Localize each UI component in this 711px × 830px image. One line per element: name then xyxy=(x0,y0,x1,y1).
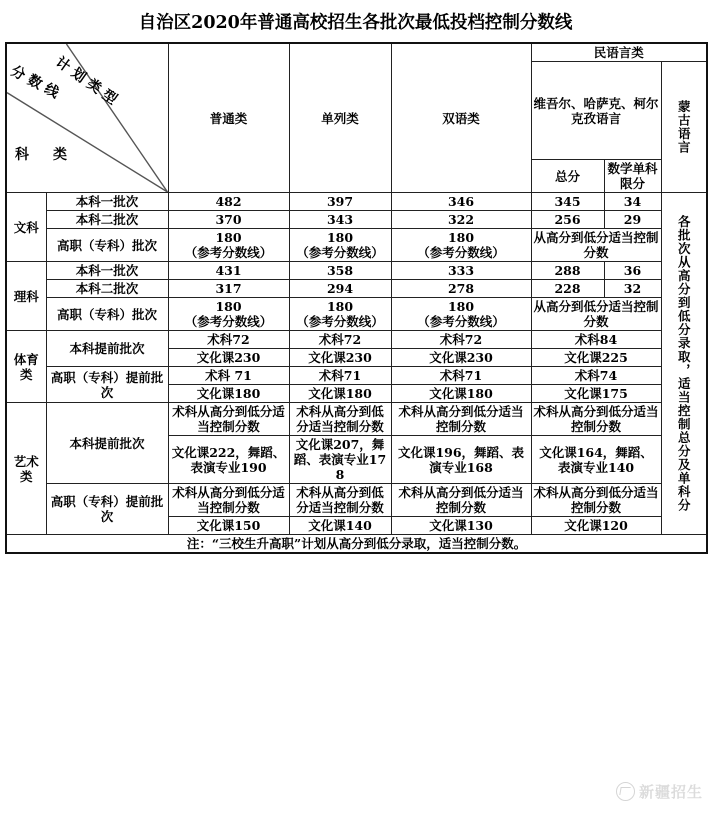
cell-zongfen: 345 xyxy=(531,193,604,211)
cell-danlie: 文化课207，舞蹈、表演专业178 xyxy=(289,436,391,484)
cell-danlie: 180 （参考分数线） xyxy=(289,229,391,262)
cell-shuangyu: 术科从高分到低分适当控制分数 xyxy=(391,403,531,436)
cell-putong: 文化课150 xyxy=(168,517,289,535)
batch-label: 本科提前批次 xyxy=(46,331,168,367)
cell-minyu-merged: 文化课164，舞蹈、表演专业140 xyxy=(531,436,661,484)
table-row xyxy=(6,403,707,436)
header-group-minyuyan: 民语言类 xyxy=(531,43,707,62)
cell-danlie: 358 xyxy=(289,262,391,280)
corner-legend-cell xyxy=(6,43,168,193)
cell-minyu-merged: 文化课175 xyxy=(531,385,661,403)
circle-logo-icon xyxy=(616,782,635,801)
cell-danlie: 文化课180 xyxy=(289,385,391,403)
category-wenke: 文科 xyxy=(6,193,46,262)
cell-shuangyu: 文化课230 xyxy=(391,349,531,367)
cell-shuangyu: 术科72 xyxy=(391,331,531,349)
cell-minyu-merged: 术科从高分到低分适当控制分数 xyxy=(531,484,661,517)
cell-minyu-merged: 术科从高分到低分适当控制分数 xyxy=(531,403,661,436)
footnote-row xyxy=(6,535,707,554)
cell-putong: 482 xyxy=(168,193,289,211)
cell-zongfen: 288 xyxy=(531,262,604,280)
cell-danlie: 180 （参考分数线） xyxy=(289,298,391,331)
header-shuxue-danke: 数学单科限分 xyxy=(604,160,661,193)
cell-shuxue: 34 xyxy=(604,193,661,211)
footnote-text: 注：“三校生升高职”计划从高分到低分录取，适当控制分数。 xyxy=(6,535,707,554)
cell-shuangyu: 术科从高分到低分适当控制分数 xyxy=(391,484,531,517)
cell-putong: 180 （参考分数线） xyxy=(168,229,289,262)
header-menggu: 蒙古语言 xyxy=(661,62,707,193)
table-row xyxy=(6,298,707,331)
cell-shuxue: 29 xyxy=(604,211,661,229)
batch-label: 高职（专科）批次 xyxy=(46,229,168,262)
cell-shuangyu: 术科71 xyxy=(391,367,531,385)
cell-minyu-merged: 从高分到低分适当控制分数 xyxy=(531,229,661,262)
cell-shuangyu: 333 xyxy=(391,262,531,280)
cell-shuangyu: 180 （参考分数线） xyxy=(391,229,531,262)
cell-danlie: 术科从高分到低分适当控制分数 xyxy=(289,484,391,517)
table-row xyxy=(6,367,707,385)
watermark-label: 新疆招生 xyxy=(638,783,703,801)
cell-putong: 文化课230 xyxy=(168,349,289,367)
page-title: 自治区2020年普通高校招生各批次最低投档控制分数线 xyxy=(138,13,573,33)
cell-shuxue: 32 xyxy=(604,280,661,298)
cell-putong: 术科 71 xyxy=(168,367,289,385)
cell-putong: 431 xyxy=(168,262,289,280)
cell-putong: 文化课222，舞蹈、表演专业190 xyxy=(168,436,289,484)
category-tiyu: 体育 类 xyxy=(6,331,46,403)
corner-label-plan-type: 计划类型 xyxy=(52,54,124,111)
cell-putong: 180 （参考分数线） xyxy=(168,298,289,331)
score-table xyxy=(5,42,708,554)
table-row xyxy=(6,211,707,229)
header-zongfen: 总分 xyxy=(531,160,604,193)
cell-zongfen: 256 xyxy=(531,211,604,229)
cell-shuangyu: 278 xyxy=(391,280,531,298)
cell-shuangyu: 文化课130 xyxy=(391,517,531,535)
table-row xyxy=(6,280,707,298)
table-row xyxy=(6,229,707,262)
table-row xyxy=(6,262,707,280)
cell-danlie: 397 xyxy=(289,193,391,211)
header-danlie: 单列类 xyxy=(289,43,391,193)
table-row xyxy=(6,193,707,211)
batch-label: 本科一批次 xyxy=(46,262,168,280)
cell-danlie: 术科71 xyxy=(289,367,391,385)
cell-putong: 370 xyxy=(168,211,289,229)
cell-danlie: 文化课140 xyxy=(289,517,391,535)
cell-putong: 术科72 xyxy=(168,331,289,349)
cell-shuxue: 36 xyxy=(604,262,661,280)
cell-putong: 317 xyxy=(168,280,289,298)
category-yishu: 艺术 类 xyxy=(6,403,46,535)
batch-label: 高职（专科）提前批次 xyxy=(46,367,168,403)
cell-shuangyu: 322 xyxy=(391,211,531,229)
batch-label: 本科一批次 xyxy=(46,193,168,211)
batch-label: 本科提前批次 xyxy=(46,403,168,484)
header-putong: 普通类 xyxy=(168,43,289,193)
cell-danlie: 343 xyxy=(289,211,391,229)
cell-danlie: 文化课230 xyxy=(289,349,391,367)
cell-minyu-merged: 术科74 xyxy=(531,367,661,385)
batch-label: 高职（专科）提前批次 xyxy=(46,484,168,535)
cell-putong: 文化课180 xyxy=(168,385,289,403)
cell-danlie: 294 xyxy=(289,280,391,298)
header-weihaoke: 维吾尔、哈萨克、柯尔克孜语言 xyxy=(531,62,661,160)
watermark xyxy=(616,781,703,802)
corner-label-score-line: 分数线 xyxy=(7,63,66,105)
table-row xyxy=(6,484,707,517)
header-shuangyu: 双语类 xyxy=(391,43,531,193)
cell-zongfen: 228 xyxy=(531,280,604,298)
category-like: 理科 xyxy=(6,262,46,331)
corner-label-subject: 科类 xyxy=(15,147,91,163)
batch-label: 本科二批次 xyxy=(46,211,168,229)
header-row-1 xyxy=(6,43,707,62)
cell-shuangyu: 180 （参考分数线） xyxy=(391,298,531,331)
cell-minyu-merged: 文化课120 xyxy=(531,517,661,535)
corner-diagonal-lines-icon xyxy=(7,44,168,192)
cell-menggu-note: 各批次从高分到低分录取，适当控制总分及单科分 xyxy=(661,193,707,535)
cell-danlie: 术科从高分到低分适当控制分数 xyxy=(289,403,391,436)
batch-label: 本科二批次 xyxy=(46,280,168,298)
cell-minyu-merged: 文化课225 xyxy=(531,349,661,367)
cell-shuangyu: 文化课196，舞蹈、表演专业168 xyxy=(391,436,531,484)
cell-shuangyu: 346 xyxy=(391,193,531,211)
cell-putong: 术科从高分到低分适当控制分数 xyxy=(168,403,289,436)
cell-shuangyu: 文化课180 xyxy=(391,385,531,403)
cell-putong: 术科从高分到低分适当控制分数 xyxy=(168,484,289,517)
cell-danlie: 术科72 xyxy=(289,331,391,349)
batch-label: 高职（专科）批次 xyxy=(46,298,168,331)
cell-minyu-merged: 从高分到低分适当控制分数 xyxy=(531,298,661,331)
table-row xyxy=(6,331,707,349)
cell-minyu-merged: 术科84 xyxy=(531,331,661,349)
